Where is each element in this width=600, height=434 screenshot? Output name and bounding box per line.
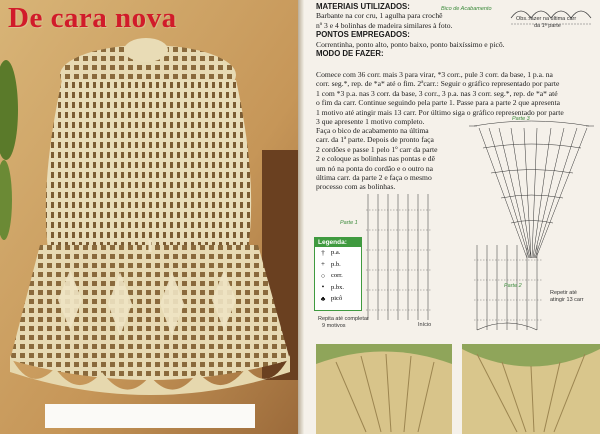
instructions-page (304, 0, 600, 434)
legend-item-label: picô (331, 295, 343, 303)
part3-label: Parte 3 (512, 116, 530, 122)
obs-label: Obs.:fazer na última carr (516, 16, 577, 22)
points-text: Correntinha, ponto alto, ponto baixo, ponto baixíssimo e picô. (316, 39, 505, 49)
method-line: 2 e coloque as bolinhas nas pontas e dê (316, 154, 435, 164)
method-line: um nó na ponta do cordão e o outro na (316, 163, 434, 173)
repeat-motifs-label: Repita até completar (318, 316, 369, 322)
footer-blank-strip (45, 404, 255, 428)
method-line: última carr. da parte 2 e faça o mesmo (316, 173, 432, 183)
legend-item (315, 247, 361, 259)
repeat-label: Repetir até (550, 290, 577, 296)
start-label: Início (418, 322, 432, 328)
repeat-motifs-label-2: 9 motivos (322, 323, 346, 329)
detail-photo-left (316, 344, 452, 434)
edging-label: Bico de Acabamento (441, 6, 492, 12)
method-line: processo com as bolinhas. (316, 182, 396, 192)
detail-photo-right (462, 344, 600, 434)
part2-label: Parte 2 (504, 283, 522, 289)
part1-label: Parte 1 (340, 220, 358, 226)
method-line: corr. seg.*, rep. de *a* até o fim. 2ªcarr.: Seguir o gráfico representado por parte (316, 79, 560, 89)
method-line: Faça o bico de acabamento na última (316, 126, 429, 135)
double-crochet-icon: † (321, 248, 325, 257)
method-text-narrow (316, 126, 448, 192)
materials-line: Barbante na cor cru, 1 agulha para crochê (316, 11, 443, 21)
page-title: De cara nova (8, 2, 177, 34)
materials-heading: MATERIAIS UTILIZADOS: (316, 2, 410, 11)
method-line: 2 cordões e passe 1 pelo 1º carr da parte (316, 144, 438, 154)
legend-item-label: p.bx. (331, 283, 344, 291)
legend-item-label: corr. (331, 272, 343, 280)
picot-icon: ♣ (320, 294, 326, 303)
chain-icon: ○ (320, 271, 326, 280)
part2-chart (472, 240, 547, 340)
legend-item (315, 270, 361, 282)
legend-item-label: p.b. (331, 260, 341, 268)
points-heading: PONTOS EMPREGADOS: (316, 30, 410, 40)
legend-item-label: p.a. (331, 249, 341, 257)
legend-item (315, 293, 361, 305)
materials-line: nº 3 e 4 bolinhas de madeira similares à foto. (316, 20, 453, 30)
legend-item (315, 282, 361, 294)
method-line: Comece com 36 corr. mais 3 para virar, *3 corr., pule 3 corr. da base, 1 p.a. na (316, 70, 553, 79)
method-heading: MODO DE FAZER: (316, 49, 384, 59)
single-crochet-icon: + (321, 260, 325, 269)
method-line: 1 motivo até atingir mais 13 carr. Por último siga o gráfico representado por parte (316, 107, 564, 117)
stitch-legend (314, 237, 362, 311)
legend-item (315, 259, 361, 271)
legend-title: Legenda: (315, 238, 361, 247)
part1-chart (364, 190, 436, 330)
method-line: carr. da 1ª parte. Depois de pronto faça (316, 135, 434, 145)
slip-stitch-icon: • (321, 283, 325, 292)
repeat-label-2: atingir 13 carr (550, 297, 584, 303)
method-line: 3 que apresente 1 motivo completo. (316, 117, 425, 127)
obs-label-2: da 1ª parte (534, 23, 561, 29)
method-line: 1 com *3 p.a. nas 3 corr. da base, 3 corr., 3 p.a. nas 3 corr. seg.*, rep. de *a* até (316, 88, 558, 98)
method-line: o fim da carr. Continue seguindo pela parte 1. Passe para a parte 2 que apresenta (316, 98, 560, 108)
